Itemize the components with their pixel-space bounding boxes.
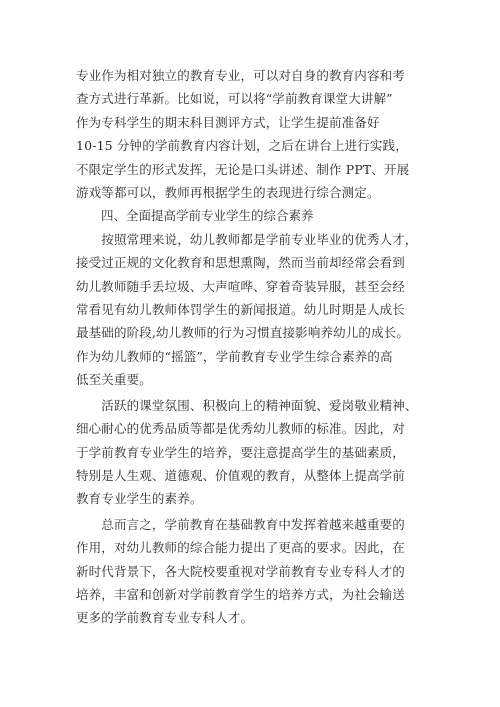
text-line: 作为专科学生的期末科目测评方式，让学生提前准备好 [76, 114, 380, 130]
text-line: 作为幼儿教师的“摇篮”，学前教育专业学生综合素养的高 [76, 348, 393, 364]
text-line: 游戏等都可以，教师再根据学生的表现进行综合测定。 [76, 185, 380, 201]
paragraph-comprehensive-quality [76, 228, 430, 392]
text-line: 细心耐心的优秀品质等都是优秀幼儿教师的标准。因此，对 [76, 421, 405, 437]
paragraph-teacher-standards [76, 394, 430, 511]
text-line: 活跃的课堂氛围、积极向上的精神面貌、爱岗敬业精神、 [76, 397, 418, 413]
intro-paragraph [76, 64, 430, 204]
text-line: 更多的学前教育专业专科人才。 [76, 610, 254, 626]
section-heading: 四、全面提高学前专业学生的综合素养 [101, 208, 314, 224]
text-line: 常看见有幼儿教师体罚学生的新闻报道。幼儿时期是人成长 [76, 302, 405, 318]
document-body [76, 64, 430, 630]
paragraph-conclusion [76, 513, 430, 630]
text-line: 特别是人生观、道德观、价值观的教育，从整体上提高学前 [76, 467, 405, 483]
text-line: 总而言之，学前教育在基础教育中发挥着越来越重要的 [76, 516, 405, 532]
text-line: 不限定学生的形式发挥，无论是口头讲述、制作 PPT、开展 [76, 161, 410, 177]
text-line: 作用，对幼儿教师的综合能力提出了更高的要求。因此，在 [76, 540, 405, 556]
text-line: 于学前教育专业学生的培养，要注意提高学生的基础素质， [76, 444, 405, 460]
text-line: 幼儿教师随手丢垃圾、大声喧哗、穿着奇装异服，甚至会经 [76, 278, 405, 294]
text-line: 培养，丰富和创新对学前教育学生的培养方式，为社会输送 [76, 586, 405, 602]
text-line: 新时代背景下，各大院校要重视对学前教育专业专科人才的 [76, 563, 405, 579]
text-line: 专业作为相对独立的教育专业，可以对自身的教育内容和考 [76, 68, 405, 83]
text-line: 10-15 分钟的学前教育内容计划，之后在讲台上进行实践， [76, 138, 408, 154]
text-line: 查方式进行革新。比如说，可以将“学前教育课堂大讲解” [76, 91, 393, 107]
text-line: 低至关重要。 [76, 372, 152, 388]
text-line: 教育专业学生的素养。 [76, 491, 203, 507]
text-line: 接受过正规的文化教育和思想熏陶，然而当前却经常会看到 [76, 255, 405, 271]
text-line: 按照常理来说，幼儿教师都是学前专业毕业的优秀人才， [76, 231, 418, 247]
text-line: 最基础的阶段,幼儿教师的行为习惯直接影响养幼儿的成长。 [76, 325, 410, 341]
